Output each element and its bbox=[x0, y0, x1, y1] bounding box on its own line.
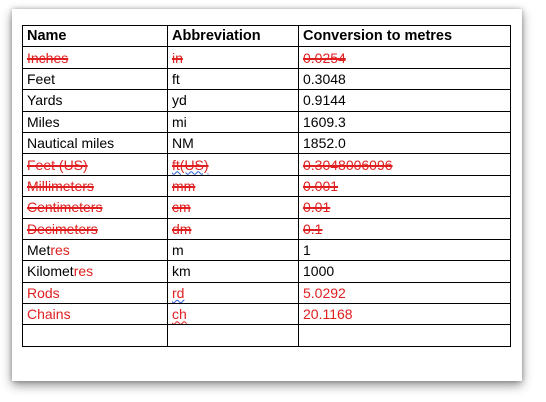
cell-abbreviation[interactable]: km bbox=[168, 261, 299, 282]
cell-name[interactable] bbox=[23, 282, 168, 303]
table-row bbox=[23, 154, 511, 175]
cell-abbreviation[interactable] bbox=[168, 154, 299, 175]
cell-conversion[interactable]: 1000 bbox=[299, 261, 511, 282]
cell-abbreviation[interactable]: m bbox=[168, 239, 299, 260]
table-row bbox=[23, 175, 511, 196]
inserted-text: Chains bbox=[27, 306, 71, 323]
cell-conversion[interactable] bbox=[299, 304, 511, 325]
table-header-row bbox=[23, 26, 511, 47]
cell-abbreviation[interactable]: yd bbox=[168, 90, 299, 111]
cell-abbreviation-empty[interactable] bbox=[168, 325, 299, 346]
cell-conversion[interactable]: 1 bbox=[299, 239, 511, 260]
name-base-text: Kilomet bbox=[27, 263, 74, 280]
cell-conversion[interactable]: 0.9144 bbox=[299, 90, 511, 111]
deleted-text: Centimeters bbox=[27, 199, 103, 216]
cell-conversion[interactable] bbox=[299, 154, 511, 175]
deleted-text: mm bbox=[172, 177, 196, 194]
cell-conversion-empty[interactable] bbox=[299, 325, 511, 346]
name-base-text: Met bbox=[27, 242, 51, 259]
table-row-empty bbox=[23, 325, 511, 346]
deleted-text: in bbox=[172, 49, 183, 66]
table-row bbox=[23, 47, 511, 68]
cell-abbreviation[interactable]: NM bbox=[168, 132, 299, 153]
inserted-text: res bbox=[73, 263, 94, 280]
table-row bbox=[23, 282, 511, 303]
deleted-text: Millimeters bbox=[27, 177, 94, 194]
cell-conversion[interactable] bbox=[299, 282, 511, 303]
cell-name[interactable] bbox=[23, 218, 168, 239]
table-row bbox=[23, 261, 511, 282]
cell-conversion[interactable]: 1609.3 bbox=[299, 111, 511, 132]
deleted-text: ft(US) bbox=[172, 156, 209, 173]
cell-conversion[interactable]: 1852.0 bbox=[299, 132, 511, 153]
inserted-text: ch bbox=[172, 306, 187, 323]
cell-name[interactable] bbox=[23, 197, 168, 218]
cell-name[interactable]: Yards bbox=[23, 90, 168, 111]
deleted-text: Decimeters bbox=[27, 220, 98, 237]
deleted-text: 0.1 bbox=[303, 220, 323, 237]
cell-abbreviation[interactable]: ft bbox=[168, 68, 299, 89]
cell-abbreviation[interactable] bbox=[168, 218, 299, 239]
cell-name[interactable] bbox=[23, 154, 168, 175]
header-conversion[interactable]: Conversion to metres bbox=[299, 26, 511, 47]
inserted-text: 5.0292 bbox=[303, 284, 346, 301]
deleted-text: Feet (US) bbox=[27, 156, 88, 173]
cell-name[interactable] bbox=[23, 175, 168, 196]
table-row bbox=[23, 111, 511, 132]
cell-abbreviation[interactable] bbox=[168, 197, 299, 218]
cell-name[interactable] bbox=[23, 304, 168, 325]
cell-name[interactable]: Feet bbox=[23, 68, 168, 89]
deleted-text: dm bbox=[172, 220, 192, 237]
deleted-text: 0.001 bbox=[303, 177, 339, 194]
cell-name[interactable]: Miles bbox=[23, 111, 168, 132]
units-conversion-table bbox=[22, 25, 511, 347]
cell-abbreviation[interactable] bbox=[168, 175, 299, 196]
table-row bbox=[23, 304, 511, 325]
deleted-text: cm bbox=[172, 199, 191, 216]
cell-name[interactable] bbox=[23, 47, 168, 68]
cell-name-empty[interactable] bbox=[23, 325, 168, 346]
table-row bbox=[23, 218, 511, 239]
deleted-text: Inches bbox=[27, 49, 69, 66]
deleted-text: 0.3048006096 bbox=[303, 156, 393, 173]
cell-abbreviation[interactable]: mi bbox=[168, 111, 299, 132]
table-row bbox=[23, 68, 511, 89]
inserted-text: rd bbox=[172, 284, 185, 301]
table-row bbox=[23, 197, 511, 218]
table-row bbox=[23, 90, 511, 111]
header-abbreviation[interactable]: Abbreviation bbox=[168, 26, 299, 47]
inserted-text: 20.1168 bbox=[303, 306, 353, 323]
inserted-text: Rods bbox=[27, 284, 60, 301]
deleted-text: 0.01 bbox=[303, 199, 331, 216]
inserted-text: res bbox=[50, 242, 70, 259]
cell-abbreviation[interactable] bbox=[168, 47, 299, 68]
table-row bbox=[23, 239, 511, 260]
cell-conversion[interactable] bbox=[299, 47, 511, 68]
cell-name[interactable] bbox=[23, 239, 168, 260]
cell-conversion[interactable] bbox=[299, 175, 511, 196]
header-name[interactable]: Name bbox=[23, 26, 168, 47]
cell-conversion[interactable] bbox=[299, 197, 511, 218]
document-page bbox=[12, 9, 522, 381]
deleted-text: 0.0254 bbox=[303, 49, 346, 66]
cell-abbreviation[interactable] bbox=[168, 304, 299, 325]
spellcheck-underline bbox=[172, 157, 209, 173]
cell-conversion[interactable]: 0.3048 bbox=[299, 68, 511, 89]
cell-name[interactable]: Nautical miles bbox=[23, 132, 168, 153]
cell-name[interactable] bbox=[23, 261, 168, 282]
table-row bbox=[23, 132, 511, 153]
cell-abbreviation[interactable] bbox=[168, 282, 299, 303]
cell-conversion[interactable] bbox=[299, 218, 511, 239]
